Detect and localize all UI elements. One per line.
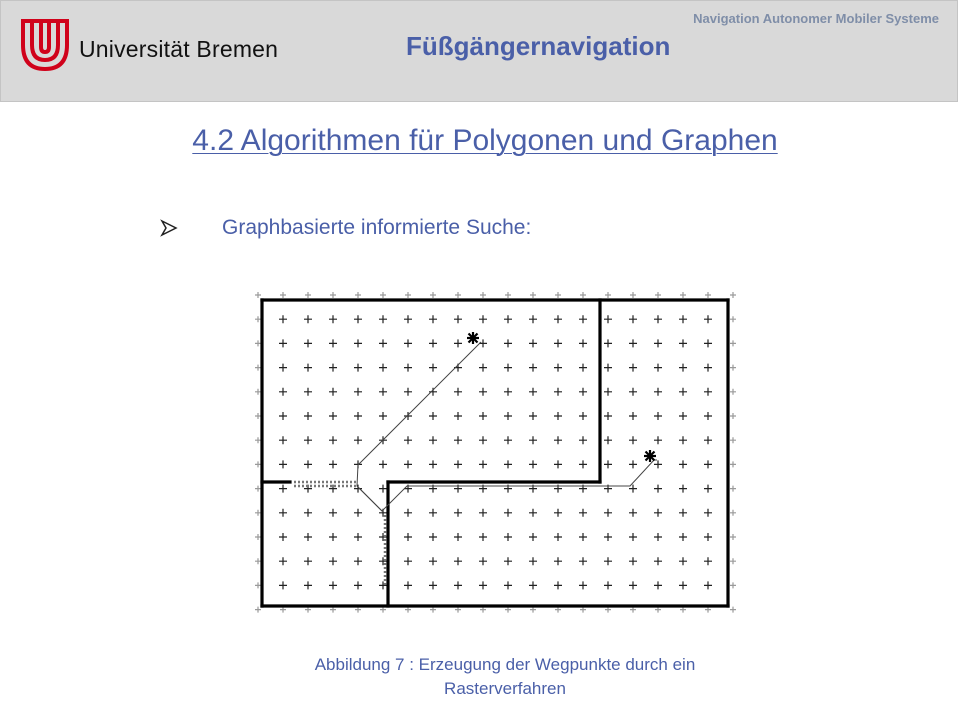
- plus-icon: [255, 534, 261, 540]
- plus-icon: [604, 509, 612, 517]
- plus-icon: [579, 533, 587, 541]
- plus-icon: [704, 412, 712, 420]
- plus-icon: [504, 557, 512, 565]
- plus-icon: [604, 364, 612, 372]
- plus-icon: [379, 581, 387, 589]
- plus-icon: [629, 339, 637, 347]
- plus-icon: [629, 533, 637, 541]
- arrow-bullet-icon: [160, 219, 178, 237]
- plus-icon: [279, 509, 287, 517]
- plus-icon: [304, 460, 312, 468]
- plus-icon: [329, 533, 337, 541]
- plus-icon: [629, 557, 637, 565]
- plus-icon: [379, 339, 387, 347]
- plus-icon: [429, 339, 437, 347]
- plus-icon: [404, 339, 412, 347]
- plus-icon: [579, 509, 587, 517]
- plus-icon: [654, 339, 662, 347]
- course-subtitle: Navigation Autonomer Mobiler Systeme: [693, 11, 939, 26]
- plus-icon: [554, 557, 562, 565]
- plus-icon: [304, 557, 312, 565]
- plus-icon: [404, 557, 412, 565]
- plus-icon: [504, 412, 512, 420]
- plus-icon: [454, 388, 462, 396]
- plus-icon: [730, 558, 736, 564]
- plus-icon: [479, 315, 487, 323]
- plus-icon: [454, 339, 462, 347]
- plus-icon: [704, 339, 712, 347]
- plus-icon: [454, 533, 462, 541]
- logo-text: Universität Bremen: [79, 36, 279, 62]
- plus-icon: [404, 315, 412, 323]
- plus-icon: [629, 581, 637, 589]
- plus-icon: [704, 315, 712, 323]
- plus-icon: [504, 460, 512, 468]
- plus-icon: [279, 339, 287, 347]
- plus-icon: [329, 509, 337, 517]
- plus-icon: [504, 364, 512, 372]
- plus-icon: [579, 460, 587, 468]
- plus-icon: [429, 436, 437, 444]
- section-heading: 4.2 Algorithmen für Polygonen und Graphen: [192, 124, 778, 157]
- plus-icon: [354, 581, 362, 589]
- plus-icon: [730, 413, 736, 419]
- plus-icon: [455, 292, 461, 298]
- plus-icon: [404, 460, 412, 468]
- plus-icon: [704, 557, 712, 565]
- plus-icon: [354, 388, 362, 396]
- plus-icon: [255, 389, 261, 395]
- plus-icon: [429, 315, 437, 323]
- plus-icon: [454, 436, 462, 444]
- plus-icon: [379, 315, 387, 323]
- plus-icon: [355, 292, 361, 298]
- plus-icon: [679, 339, 687, 347]
- plus-icon: [404, 509, 412, 517]
- plus-icon: [704, 460, 712, 468]
- plus-icon: [255, 558, 261, 564]
- plus-icon: [404, 533, 412, 541]
- plus-icon: [379, 388, 387, 396]
- plus-icon: [404, 412, 412, 420]
- plus-icon: [404, 388, 412, 396]
- plus-icon: [630, 292, 636, 298]
- plus-icon: [279, 485, 287, 493]
- plus-icon: [480, 292, 486, 298]
- plus-icon: [704, 364, 712, 372]
- plus-icon: [429, 460, 437, 468]
- plus-icon: [554, 412, 562, 420]
- raster-figure: [250, 285, 745, 615]
- plus-icon: [679, 509, 687, 517]
- plus-icon: [730, 340, 736, 346]
- plus-icon: [379, 485, 387, 493]
- plus-icon: [479, 581, 487, 589]
- plus-icon: [730, 510, 736, 516]
- plus-icon: [429, 557, 437, 565]
- plus-icon: [354, 509, 362, 517]
- plus-icon: [329, 581, 337, 589]
- plus-icon: [380, 292, 386, 298]
- plus-icon: [654, 436, 662, 444]
- plus-icon: [529, 364, 537, 372]
- plus-icon: [704, 485, 712, 493]
- plus-icon: [604, 388, 612, 396]
- plus-icon: [730, 389, 736, 395]
- plus-icon: [554, 436, 562, 444]
- plus-icon: [730, 461, 736, 467]
- plus-icon: [329, 436, 337, 444]
- plus-icon: [629, 315, 637, 323]
- plus-icon: [255, 461, 261, 467]
- plus-icon: [304, 412, 312, 420]
- plus-icon: [654, 581, 662, 589]
- plus-icon: [654, 557, 662, 565]
- plus-icon: [679, 460, 687, 468]
- plus-icon: [404, 436, 412, 444]
- plus-icon: [405, 292, 411, 298]
- plus-icon: [255, 316, 261, 322]
- plus-icon: [379, 412, 387, 420]
- plus-icon: [604, 581, 612, 589]
- plus-icon: [354, 412, 362, 420]
- plus-icon: [404, 364, 412, 372]
- plus-icon: [429, 388, 437, 396]
- plus-icon: [430, 292, 436, 298]
- plus-icon: [429, 412, 437, 420]
- plus-icon: [479, 509, 487, 517]
- plus-icon: [279, 364, 287, 372]
- plus-icon: [529, 460, 537, 468]
- plus-icon: [679, 485, 687, 493]
- plus-icon: [654, 388, 662, 396]
- plus-icon: [679, 388, 687, 396]
- plus-icon: [730, 486, 736, 492]
- plus-icon: [504, 315, 512, 323]
- plus-icon: [654, 364, 662, 372]
- plus-icon: [504, 509, 512, 517]
- plus-icon: [529, 339, 537, 347]
- plus-icon: [730, 316, 736, 322]
- plus-icon: [454, 412, 462, 420]
- plus-icon: [354, 557, 362, 565]
- plus-icon: [279, 581, 287, 589]
- plus-icon: [579, 581, 587, 589]
- plus-icon: [604, 557, 612, 565]
- plus-icon: [554, 533, 562, 541]
- plus-icon: [329, 557, 337, 565]
- plus-icon: [704, 533, 712, 541]
- plus-icon: [354, 364, 362, 372]
- path-branch: [357, 486, 382, 511]
- plus-icon: [529, 557, 537, 565]
- plus-icon: [479, 412, 487, 420]
- plus-icon: [704, 388, 712, 396]
- plus-icon: [454, 557, 462, 565]
- plus-icon: [730, 582, 736, 588]
- plus-icon: [679, 581, 687, 589]
- plus-icon: [654, 485, 662, 493]
- plus-icon: [305, 292, 311, 298]
- plus-icon: [604, 436, 612, 444]
- plus-icon: [629, 436, 637, 444]
- plus-icon: [279, 557, 287, 565]
- plus-icon: [679, 315, 687, 323]
- plus-icon: [454, 315, 462, 323]
- plus-icon: [279, 315, 287, 323]
- plus-icon: [504, 533, 512, 541]
- plus-icon: [629, 388, 637, 396]
- plus-icon: [654, 533, 662, 541]
- plus-icon: [554, 315, 562, 323]
- plus-icon: [730, 365, 736, 371]
- plus-icon: [605, 292, 611, 298]
- plus-icon: [629, 412, 637, 420]
- plus-icon: [654, 509, 662, 517]
- plus-icon: [655, 292, 661, 298]
- plus-icon: [580, 292, 586, 298]
- plus-icon: [379, 460, 387, 468]
- plus-icon: [579, 436, 587, 444]
- plus-icon: [604, 460, 612, 468]
- plus-icon: [329, 364, 337, 372]
- plus-icon: [504, 436, 512, 444]
- plus-icon: [454, 509, 462, 517]
- plus-icon: [504, 581, 512, 589]
- plus-icon: [629, 460, 637, 468]
- plus-icon: [504, 388, 512, 396]
- plus-icon: [329, 315, 337, 323]
- plus-icon: [529, 533, 537, 541]
- plus-icon: [555, 292, 561, 298]
- plus-icon: [679, 533, 687, 541]
- plus-icon: [704, 509, 712, 517]
- plus-icon: [604, 315, 612, 323]
- plus-icon: [504, 339, 512, 347]
- plus-icon: [730, 607, 736, 613]
- plus-icon: [379, 364, 387, 372]
- plus-icon: [255, 607, 261, 613]
- plus-icon: [604, 412, 612, 420]
- plus-icon: [529, 581, 537, 589]
- plus-icon: [529, 412, 537, 420]
- plus-icon: [704, 581, 712, 589]
- plus-icon: [479, 436, 487, 444]
- plus-icon: [329, 339, 337, 347]
- plus-icon: [604, 533, 612, 541]
- plus-icon: [255, 437, 261, 443]
- plus-icon: [479, 533, 487, 541]
- plus-icon: [579, 388, 587, 396]
- plus-icon: [279, 460, 287, 468]
- plus-icon: [304, 315, 312, 323]
- figure-caption: Abbildung 7 : Erzeugung der Wegpunkte durch ein Rasterverfahren: [314, 655, 696, 698]
- slide-header: [0, 0, 958, 102]
- plus-icon: [730, 437, 736, 443]
- plus-icon: [529, 388, 537, 396]
- plus-icon: [255, 340, 261, 346]
- plus-icon: [429, 364, 437, 372]
- asterisk-icon: [644, 450, 656, 462]
- plus-icon: [730, 292, 736, 298]
- plus-icon: [429, 509, 437, 517]
- plus-icon: [279, 533, 287, 541]
- university-logo: [19, 19, 289, 75]
- plus-icon: [654, 460, 662, 468]
- plus-icon: [579, 557, 587, 565]
- plus-icon: [529, 315, 537, 323]
- plus-icon: [629, 364, 637, 372]
- plus-icon: [354, 436, 362, 444]
- plus-icon: [479, 557, 487, 565]
- plus-icon: [479, 460, 487, 468]
- plus-icon: [255, 292, 261, 298]
- plus-icon: [529, 436, 537, 444]
- header-title: Füßgängernavigation: [406, 31, 671, 61]
- plus-icon: [329, 460, 337, 468]
- plus-icon: [304, 339, 312, 347]
- plus-icon: [579, 315, 587, 323]
- plus-icon: [304, 388, 312, 396]
- plus-icon: [304, 509, 312, 517]
- plus-icon: [604, 339, 612, 347]
- plus-icon: [255, 413, 261, 419]
- plus-icon: [404, 581, 412, 589]
- plus-icon: [554, 509, 562, 517]
- plus-icon: [680, 292, 686, 298]
- plus-icon: [279, 436, 287, 444]
- plus-icon: [354, 339, 362, 347]
- plus-icon: [679, 364, 687, 372]
- plus-icon: [654, 315, 662, 323]
- plus-icon: [679, 412, 687, 420]
- plus-icon: [255, 486, 261, 492]
- universitaet-bremen-logo-icon: [19, 19, 71, 75]
- plus-icon: [354, 533, 362, 541]
- plus-icon: [279, 388, 287, 396]
- plus-icon: [429, 581, 437, 589]
- plus-icon: [654, 412, 662, 420]
- plus-icon: [530, 292, 536, 298]
- plus-icon: [329, 388, 337, 396]
- plus-icon: [454, 460, 462, 468]
- plus-icon: [704, 436, 712, 444]
- plus-icon: [429, 533, 437, 541]
- plus-icon: [705, 292, 711, 298]
- plus-icon: [304, 533, 312, 541]
- plus-icon: [255, 582, 261, 588]
- plus-icon: [330, 292, 336, 298]
- plus-icon: [554, 339, 562, 347]
- plus-icon: [554, 364, 562, 372]
- plus-icon: [730, 534, 736, 540]
- plus-icon: [679, 557, 687, 565]
- plus-icon: [304, 581, 312, 589]
- plus-icon: [554, 581, 562, 589]
- goal-markers: [467, 332, 656, 462]
- grid-points: [255, 292, 736, 613]
- plus-icon: [505, 292, 511, 298]
- plus-icon: [479, 388, 487, 396]
- plus-icon: [579, 412, 587, 420]
- plus-icon: [454, 581, 462, 589]
- plus-icon: [529, 509, 537, 517]
- bullet-text: Graphbasierte informierte Suche:: [222, 216, 532, 239]
- plus-icon: [255, 510, 261, 516]
- plus-icon: [479, 364, 487, 372]
- plus-icon: [579, 364, 587, 372]
- plus-icon: [255, 365, 261, 371]
- plus-icon: [280, 292, 286, 298]
- plus-icon: [329, 412, 337, 420]
- plus-icon: [354, 315, 362, 323]
- plus-icon: [554, 388, 562, 396]
- plus-icon: [304, 364, 312, 372]
- plus-icon: [579, 339, 587, 347]
- plus-icon: [554, 460, 562, 468]
- plus-icon: [279, 412, 287, 420]
- plus-icon: [629, 509, 637, 517]
- plus-icon: [679, 436, 687, 444]
- asterisk-icon: [467, 332, 479, 344]
- plus-icon: [304, 436, 312, 444]
